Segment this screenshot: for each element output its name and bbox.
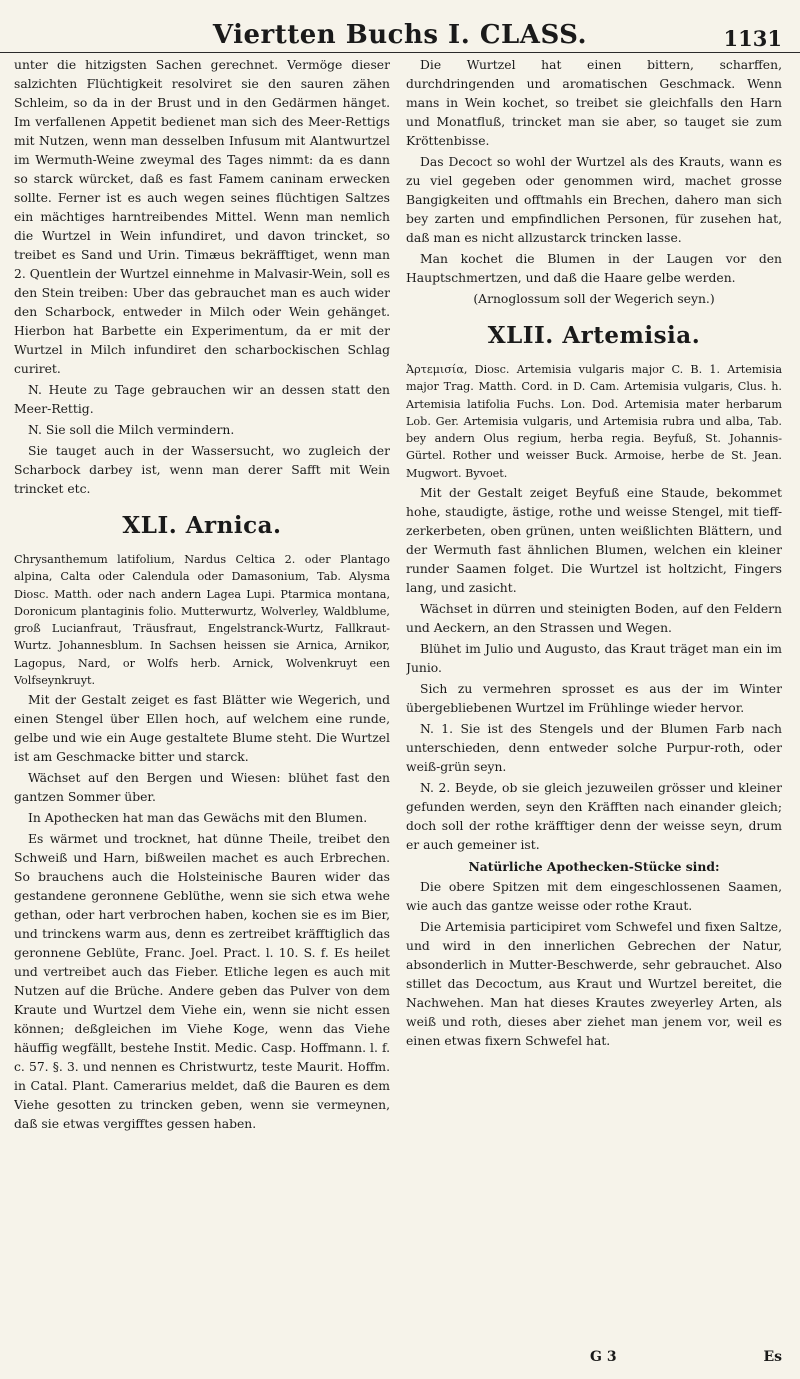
text-columns — [14, 56, 782, 1373]
paragraph: N. Heute zu Tage gebrauchen wir an dessen statt den Meer-Rettig. — [14, 383, 390, 416]
right-column — [406, 56, 782, 1373]
paragraph: Wächset in dürren und steinigten Boden, auf den Feldern und Aeckern, an den Strassen und Wegen. — [406, 602, 782, 636]
paragraph: Sich zu vermehren sprosset es aus der im Winter übergebliebenen Wurtzel im Frühlinge wieder hervor. — [406, 682, 782, 716]
section-title-artemisia: XLII. Artemisia. — [487, 322, 701, 349]
section-title-arnica: XLI. Arnica. — [122, 512, 282, 539]
paragraph: Es wärmet und trocknet, hat dünne Theile, treibet den Schweiß und Harn, bißweilen machet es auch Erbrechen. So brauchens auch die Holsteinische Bauren wider das gestandene geronnene Geblüthe, wenn sie sich etwa wehe gethan, oder hart verbrochen haben, kochen sie es im Bier, und trinckens warm aus, denn es zertreibet kräfftiglich das geronnene Geblüte, Franc. Joel. Pract. l. 10. S. f. Es heilet und vertreibet auch das Fieber. Etliche legen es auch mit Nutzen auf die Brüche. Andere geben das Pulver von dem Kraute und Wurtzel dem Viehe ein, wenn sie nicht essen können; deßgleichen im Viehe Koge, wenn das Viehe häuffig wegfällt, bestehe Instit. Medic. Casp. Hoffmann. l. f. c. 57. §. 3. und nennen es Christwurtz, teste Maurit. Hoffm. in Catal. Plant. Camerarius meldet, daß die Bauren es dem Viehe gesotten zu trincken geben, wenn sie vermeynen, daß sie etwas vergifftes gessen haben. — [14, 832, 390, 1132]
synonyms-arnica: Chrysanthemum latifolium, Nardus Celtica 2. oder Plantago alpina, Calta oder Calendula oder Damasonium, Tab. Alysma Diosc. Matth. oder nach andern Lagea Lupi. Ptarmica montana, Doronicum plantaginis folio. Mutterwurtz, Wolverley, Waldblume, groß Lucianfraut, Träusfraut, Engelstranck-Wurtz, Fallkraut-Wurtz. Johannesblum. In Sachsen heissen sie Arnica, Arnikor, Lagopus, Nard, or Wolfs herb. Arnick, Wolvenkruyt een Volfseynkruyt. — [14, 553, 390, 688]
paragraph: In Apothecken hat man das Gewächs mit den Blumen. — [28, 811, 368, 826]
signature-mark: G 3 — [590, 1349, 617, 1365]
note: (Arnoglossum soll der Wegerich seyn.) — [473, 292, 715, 306]
paragraph: Die Artemisia participiret vom Schwefel und fixen Saltze, und wird in den innerlichen Gebrechen der Natur, absonderlich in Mutter-Beschwerde, sehr gebrauchet. Also stillet das Decoctum, aus Kraut und Wurtzel bereitet, die Nachwehen. Man hat dieses Krautes zweyerley Arten, als weiß und roth, dieses aber ziehet man jenem vor, weil es einen etwas fixern Schwefel hat. — [406, 920, 782, 1049]
paragraph: N. 1. Sie ist des Stengels und der Blumen Farb nach unterschieden, denn entweder solche Purpur-roth, oder weiß-grün seyn. — [406, 722, 782, 775]
paragraph: Blühet im Julio und Augusto, das Kraut träget man ein im Junio. — [406, 642, 782, 676]
paragraph: unter die hitzigsten Sachen gerechnet. Vermöge dieser salzichten Flüchtigkeit resolviret sie den sauren zähen Schleim, so da in der Brust und in den Gedärmen hänget. Im verfallenen Appetit bedienet man sich des Meer-Rettigs mit Nutzen, wenn man desselben Infusum mit Alantwurtzel im Wermuth-Weine zweymal des Tages nimmt: da es dann so starck würcket, daß es fast Famem caninam erwecken sollte. Ferner ist es auch wegen seines flüchtigen Saltzes ein mächtiges harntreibendes Mittel. Wenn man nemlich die Wurtzel in Wein infundiret, und davon trincket, so treibet es Sand und Urin. Timæus bekräfftiget, wenn man 2. Quentlein der Wurtzel einnehme in Malvasir-Wein, soll es den Stein treiben: Uber das gebrauchet man es auch wider den Scharbock, entweder in Milch oder Wein gehänget. Hierbon hat Barbette ein Experimentum, da er mit der Wurtzel in Milch infundiret den scharbockischen Schlag curiret. — [14, 58, 390, 376]
paragraph: Das Decoct so wohl der Wurtzel als des Krauts, wann es zu viel gegeben oder genommen wird, machet grosse Bangigkeiten und offtmahls ein Brechen, dahero man sich bey zarten und empfindlichen Personen, für zusehen hat, daß man es nicht allzustarck trincken lasse. — [406, 155, 782, 245]
running-head: Viertten Buchs I. CLASS. — [212, 20, 588, 50]
paragraph: Die obere Spitzen mit dem eingeschlossenen Saamen, wie auch das gantze weisse oder rothe Kraut. — [406, 880, 782, 914]
page-header — [0, 8, 800, 53]
paragraph: Mit der Gestalt zeiget es fast Blätter wie Wegerich, und einen Stengel über Ellen hoch, auf welchem eine runde, gelbe und wie ein Auge gestaltete Blume steht. Die Wurtzel ist am Geschmacke bitter und starck. — [14, 693, 390, 765]
page-footer — [530, 1349, 782, 1375]
subheading: Natürliche Apothecken-Stücke sind: — [468, 859, 720, 875]
paragraph: N. Sie soll die Milch vermindern. — [28, 423, 235, 437]
paragraph: Sie tauget auch in der Wassersucht, wo zugleich der Scharbock darbey ist, wenn man derer Safft mit Wein trincket etc. — [14, 444, 390, 496]
catchword: Es — [763, 1349, 782, 1365]
synonyms-artemisia: Ἀρτεμισία, Diosc. Artemisia vulgaris major C. B. 1. Artemisia major Trag. Matth. Cord. in D. Cam. Artemisia vulgaris, Clus. h. Artemisia latifolia Fuchs. Lon. Dod. Artemisia mater herbarum Lob. Ger. Artemisia vulgaris, und Artemisia rubra und alba, Tab. bey andern Olus regium, herba regia. Beyfuß, St. Johannis-Gürtel. Rother und weisser Buck. Armoise, herbe de St. Jean. Mugwort. Byvoet. — [406, 363, 782, 480]
paragraph: N. 2. Beyde, ob sie gleich jezuweilen grösser und kleiner gefunden werden, seyn den Kräfften nach einander gleich; doch soll der rothe kräfftiger denn der weisse seyn, drum er auch gemeiner ist. — [406, 781, 782, 853]
paragraph: Wächset auf den Bergen und Wiesen: blühet fast den gantzen Sommer über. — [14, 771, 390, 805]
paragraph: Die Wurtzel hat einen bittern, scharffen, durchdringenden und aromatischen Geschmack. Wenn mans in Wein kochet, so treibet sie gleichfalls den Harn und Monatfluß, trincket man sie aber, so tauget sie zum Kröttenbisse. — [406, 58, 782, 148]
paragraph: Man kochet die Blumen in der Laugen vor den Hauptschmertzen, und daß die Haare gelbe werden. — [406, 252, 782, 285]
paragraph: Mit der Gestalt zeiget Beyfuß eine Staude, bekommet hohe, staudigte, ästige, rothe und weisse Stengel, mit tieff-zerkerbeten, oben grünen, unten weißlichten Blättern, und der Wermuth fast ähnlichen Blumen, welchen ein kleiner runder Saamen folget. Die Wurtzel ist holtzicht, Fingers lang, und zasicht. — [406, 486, 782, 596]
left-column — [14, 56, 390, 1373]
page-number: 1131 — [723, 26, 782, 51]
